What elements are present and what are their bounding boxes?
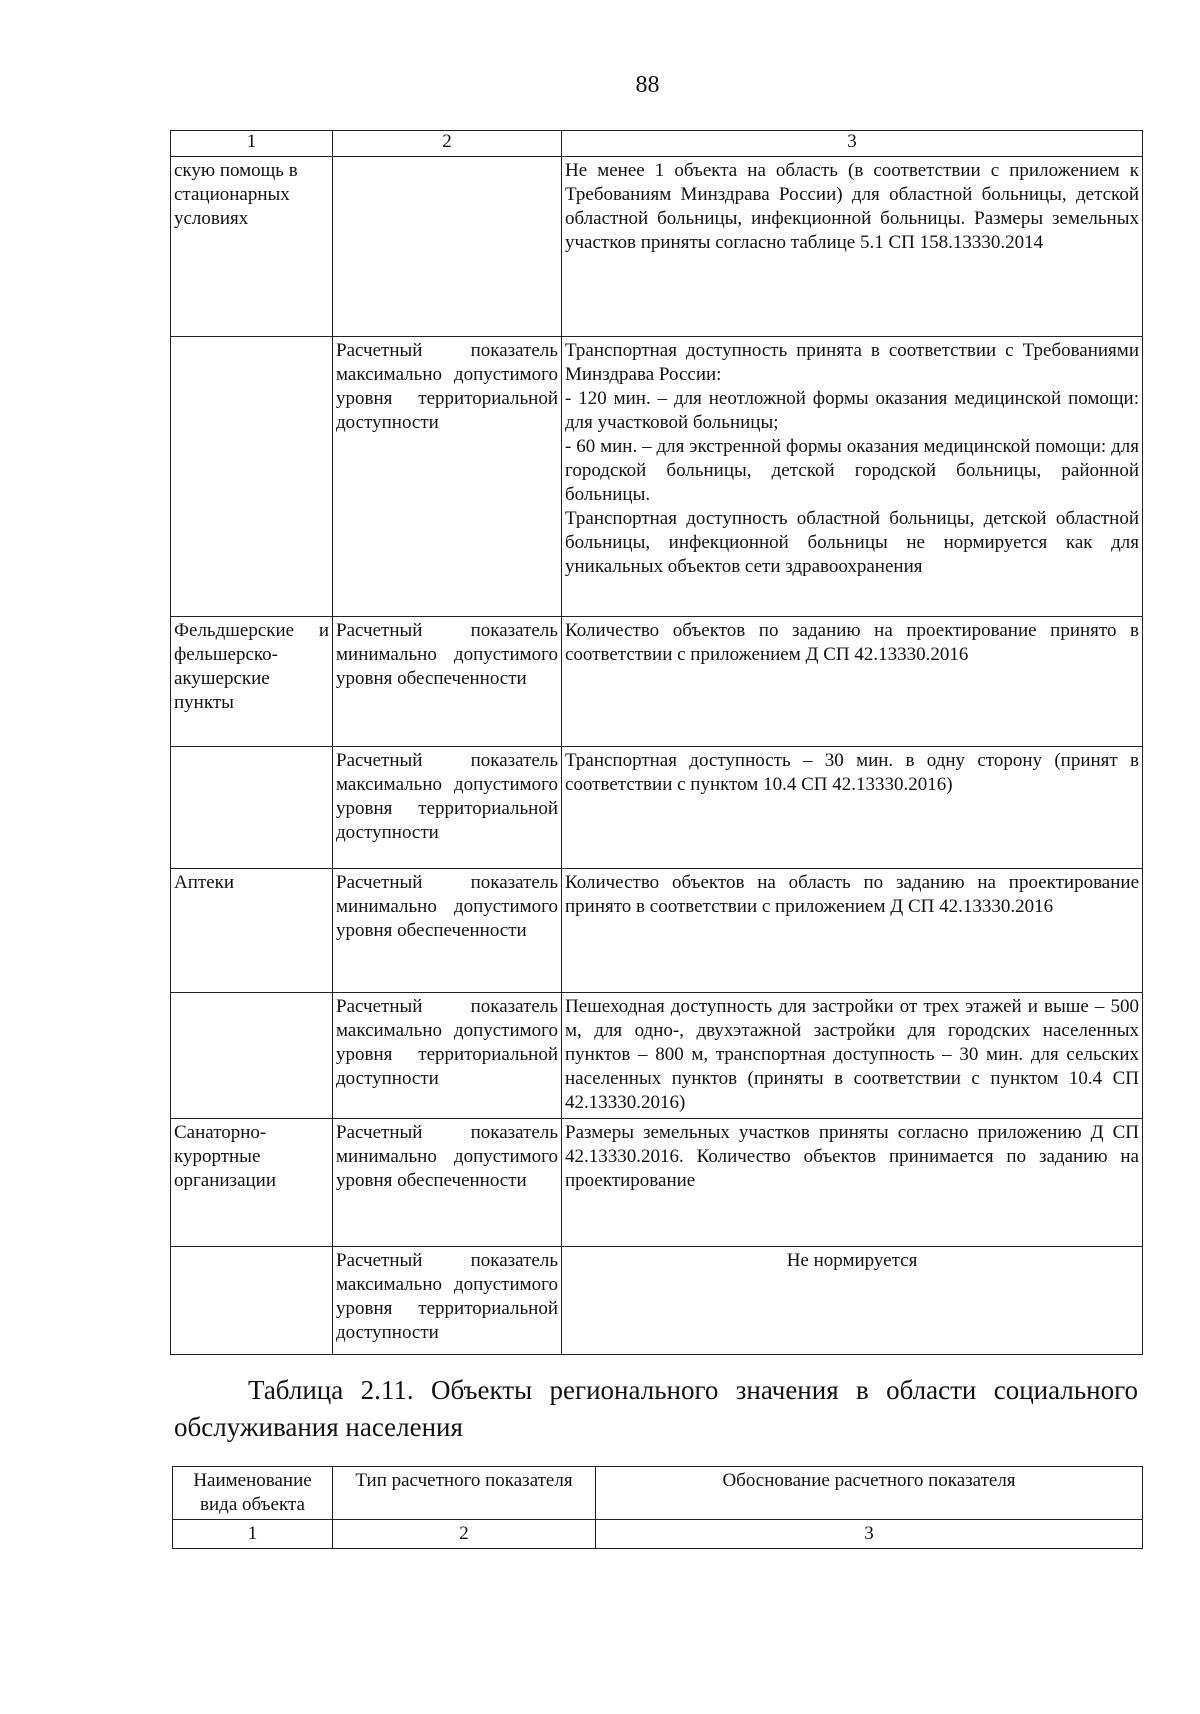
object-type-cell bbox=[171, 337, 333, 617]
social-services-table bbox=[172, 1466, 1143, 1549]
table-row bbox=[171, 1119, 1143, 1247]
indicator-type-cell: Расчетный показатель максимально допустимого уровня территориальной доступности bbox=[333, 337, 562, 617]
table-number-row bbox=[173, 1520, 1143, 1549]
table-row bbox=[171, 869, 1143, 993]
column-number: 2 bbox=[333, 1520, 596, 1549]
indicator-type-cell: Расчетный показатель минимально допустимого уровня обеспеченности bbox=[333, 617, 562, 747]
object-type-cell: скую помощь в стационарных условиях bbox=[171, 157, 333, 337]
table-header-row bbox=[173, 1467, 1143, 1520]
justification-cell: Не нормируется bbox=[562, 1247, 1143, 1355]
indicator-type-cell: Расчетный показатель минимально допустимого уровня обеспеченности bbox=[333, 1119, 562, 1247]
table-row bbox=[171, 337, 1143, 617]
justification-cell: Транспортная доступность – 30 мин. в одну сторону (принят в соответствии с пунктом 10.4 СП 42.13330.2016) bbox=[562, 747, 1143, 869]
column-header: Наименование вида объекта bbox=[173, 1467, 333, 1520]
object-type-cell bbox=[171, 993, 333, 1119]
justification-line: Транспортная доступность областной больницы, детской областной больницы, инфекционной больницы не нормируется как для уникальных объектов сети здравоохранения bbox=[565, 508, 1139, 577]
justification-cell: Не менее 1 объекта на область (в соответствии с приложением к Требованиям Минздрава России) для областной больницы, детской областной больницы, инфекционной больницы. Размеры земельных участков приняты согласно таблице 5.1 СП 158.13330.2014 bbox=[562, 157, 1143, 337]
indicator-type-cell: Расчетный показатель минимально допустимого уровня обеспеченности bbox=[333, 869, 562, 993]
table-row bbox=[171, 1247, 1143, 1355]
table-row bbox=[171, 993, 1143, 1119]
justification-cell bbox=[562, 337, 1143, 617]
page-number: 88 bbox=[635, 72, 660, 98]
column-number: 1 bbox=[173, 1520, 333, 1549]
column-header: Обоснование расчетного показателя bbox=[596, 1467, 1143, 1520]
justification-line: - 120 мин. – для неотложной формы оказания медицинской помощи: для участковой больницы; bbox=[565, 388, 1139, 433]
indicator-type-cell: Расчетный показатель максимально допустимого уровня территориальной доступности bbox=[333, 993, 562, 1119]
table-row bbox=[171, 747, 1143, 869]
indicator-type-cell bbox=[333, 157, 562, 337]
justification-cell: Количество объектов на область по заданию на проектирование принято в соответствии с приложением Д СП 42.13330.2016 bbox=[562, 869, 1143, 993]
table-row bbox=[171, 617, 1143, 747]
justification-cell: Количество объектов по заданию на проектирование принято в соответствии с приложением Д СП 42.13330.2016 bbox=[562, 617, 1143, 747]
object-type-cell: Аптеки bbox=[171, 869, 333, 993]
justification-cell: Размеры земельных участков приняты согласно приложению Д СП 42.13330.2016. Количество объектов принимается по заданию на проектирование bbox=[562, 1119, 1143, 1247]
indicator-type-cell: Расчетный показатель максимально допустимого уровня территориальной доступности bbox=[333, 1247, 562, 1355]
table-header-row bbox=[171, 131, 1143, 157]
column-number: 2 bbox=[333, 131, 562, 157]
column-header: Тип расчетного показателя bbox=[333, 1467, 596, 1520]
object-type-cell: Санаторно-курортные организации bbox=[171, 1119, 333, 1247]
object-type-cell bbox=[171, 1247, 333, 1355]
object-type-cell bbox=[171, 747, 333, 869]
main-table bbox=[170, 130, 1143, 1355]
table-caption: Таблица 2.11. Объекты регионального значения в области социального обслуживания населения bbox=[174, 1375, 1138, 1442]
column-number: 3 bbox=[562, 131, 1143, 157]
justification-cell: Пешеходная доступность для застройки от трех этажей и выше – 500 м, для одно-, двухэтажной застройки для городских населенных пунктов – 800 м, транспортная доступность – 30 мин. для сельских населенных пунктов (приняты в соответствии с пунктом 10.4 СП 42.13330.2016) bbox=[562, 993, 1143, 1119]
justification-line: Транспортная доступность принята в соответствии с Требованиями Минздрава России: bbox=[565, 340, 1139, 385]
table-row bbox=[171, 157, 1143, 337]
column-number: 1 bbox=[171, 131, 333, 157]
object-type-cell: Фельдшерские и фельшерско-акушерские пункты bbox=[171, 617, 333, 747]
justification-line: - 60 мин. – для экстренной формы оказания медицинской помощи: для городской больницы, детской городской больницы, районной больницы. bbox=[565, 436, 1139, 505]
column-number: 3 bbox=[596, 1520, 1143, 1549]
indicator-type-cell: Расчетный показатель максимально допустимого уровня территориальной доступности bbox=[333, 747, 562, 869]
